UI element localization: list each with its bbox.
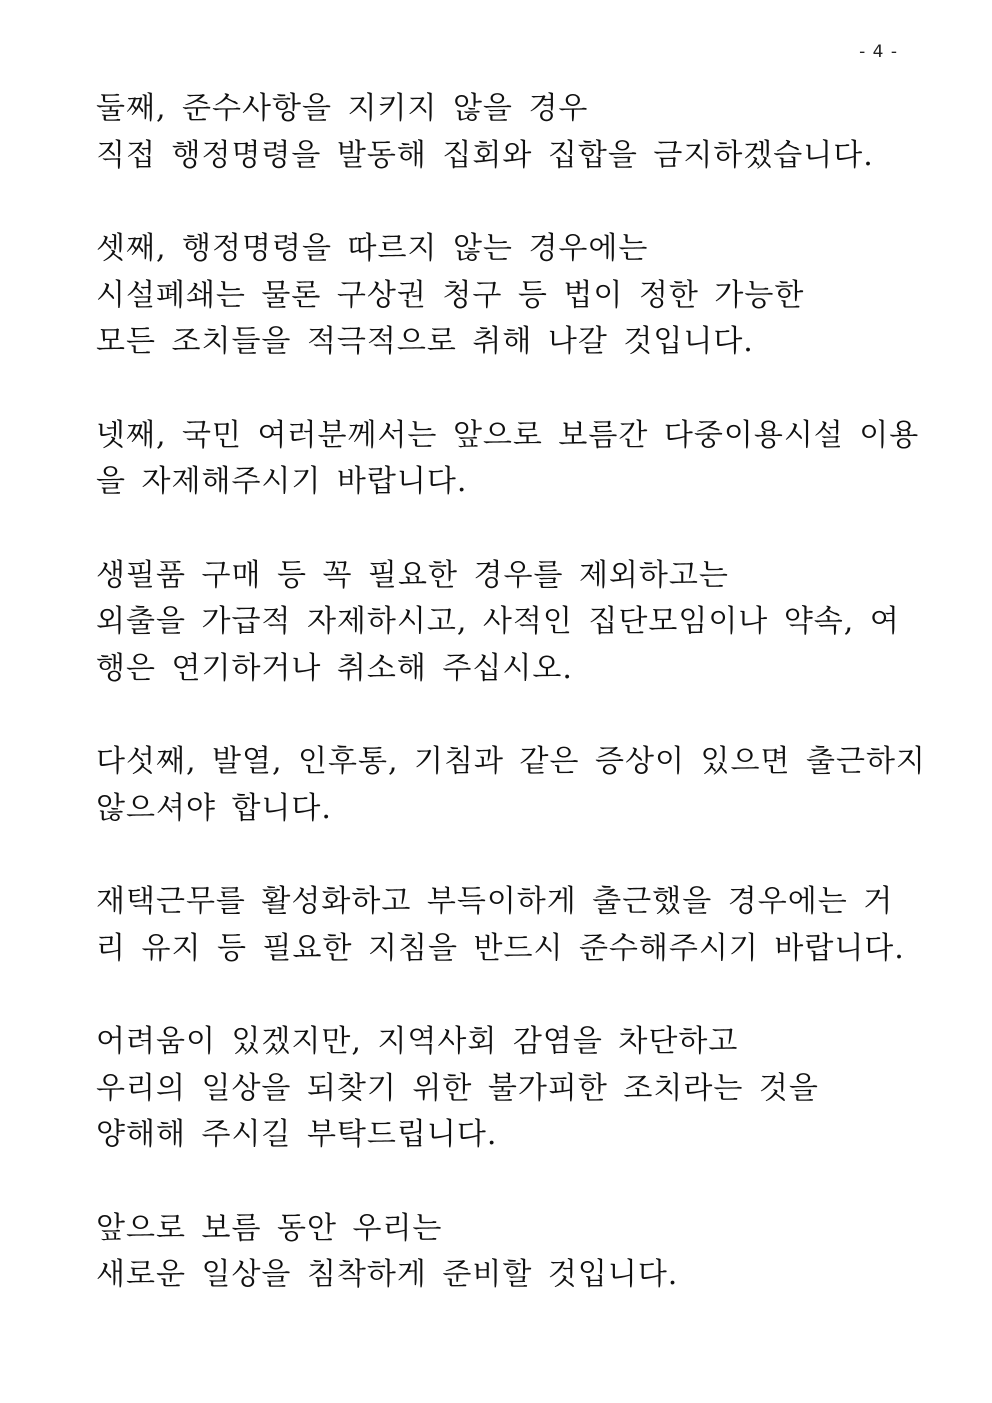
text-line: 앞으로 보름 동안 우리는 <box>96 1210 443 1246</box>
text-line: 모든 조치들을 적극적으로 취해 나갈 것입니다. <box>96 324 754 359</box>
paragraph-fourth-measure <box>96 413 920 506</box>
paragraph-outing-restraint <box>96 553 900 693</box>
text-line: 어려움이 있겠지만, 지역사회 감염을 차단하고 <box>96 1024 739 1059</box>
paragraph-third-measure <box>96 226 896 366</box>
text-line: 우리의 일상을 되찾기 위한 불가피한 조치라는 것을 <box>96 1070 819 1106</box>
text-line: 둘째, 준수사항을 지키지 않을 경우 <box>96 91 589 126</box>
text-line: 시설폐쇄는 물론 구상권 청구 등 법이 정한 가능한 <box>96 277 805 313</box>
text-line: 직접 행정명령을 발동해 집회와 집합을 금지하겠습니다. <box>96 137 874 173</box>
paragraph-closing <box>96 1206 896 1299</box>
paragraph-second-measure <box>96 86 896 179</box>
text-line: 재택근무를 활성화하고 부득이하게 출근했을 경우에는 거 <box>96 884 894 919</box>
text-line: 넷째, 국민 여러분께서는 앞으로 보름간 다중이용시설 이용 <box>96 417 920 453</box>
text-line: 셋째, 행정명령을 따르지 않는 경우에는 <box>96 231 649 266</box>
text-line: 새로운 일상을 침착하게 준비할 것입니다. <box>96 1257 679 1292</box>
paragraph-remote-work <box>96 879 905 972</box>
text-line: 않으셔야 합니다. <box>96 790 332 826</box>
paragraph-fifth-measure <box>96 739 926 832</box>
text-line: 생필품 구매 등 꼭 필요한 경우를 제외하고는 <box>96 557 729 593</box>
text-line: 다섯째, 발열, 인후통, 기침과 같은 증상이 있으면 출근하지 <box>96 744 926 779</box>
page-number: - 4 - <box>859 42 898 62</box>
paragraph-understanding-request <box>96 1019 896 1159</box>
text-line: 행은 연기하거나 취소해 주십시오. <box>96 650 573 686</box>
text-line: 리 유지 등 필요한 지침을 반드시 준수해주시기 바랍니다. <box>96 930 905 966</box>
text-line: 외출을 가급적 자제하시고, 사적인 집단모임이나 약속, 여 <box>96 604 900 639</box>
document-body <box>96 86 926 1346</box>
text-line: 을 자제해주시기 바랍니다. <box>96 464 468 499</box>
text-line: 양해해 주시길 부탁드립니다. <box>96 1117 498 1152</box>
